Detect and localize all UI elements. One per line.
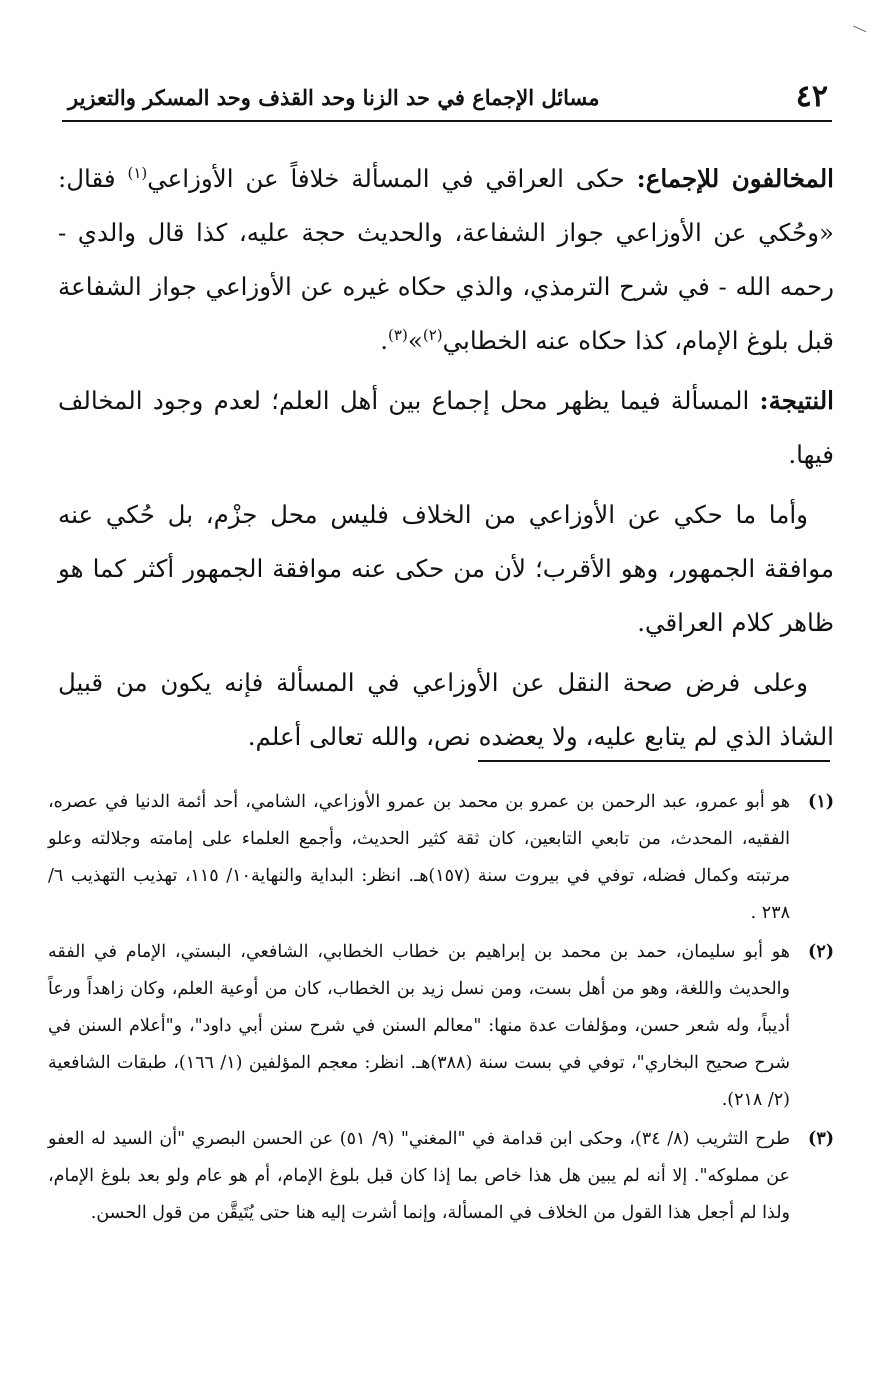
sentence-end: .: [380, 326, 389, 355]
paragraph-awzai: وأما ما حكي عن الأوزاعي من الخلاف فليس محل جزْم، بل حُكي عنه موافقة الجمهور، وهو الأقرب؛ لأن من حكى عنه موافقة الجمهور أكثر كما هو ظاهر كلام العراقي.: [58, 500, 834, 637]
footnote-1: [48, 784, 834, 932]
paragraph-conclusion: وعلى فرض صحة النقل عن الأوزاعي في المسألة فإنه يكون من قبيل الشاذ الذي لم يتابع عليه، ولا يعضده نص، والله تعالى أعلم.: [58, 668, 834, 751]
footnote-separator: [478, 760, 830, 762]
paragraph-text: حكى العراقي في المسألة خلافاً عن الأوزاعي: [147, 164, 637, 193]
footnote-ref-3: (٣): [388, 325, 408, 344]
result-heading: النتيجة:: [759, 386, 834, 415]
paragraph-dissenters: [58, 152, 834, 368]
paragraph-result: [58, 374, 834, 482]
footnote-2: [48, 934, 834, 1119]
page-number: ٤٢: [795, 79, 828, 114]
footnote-ref-1: (١): [127, 163, 148, 182]
running-title: مسائل الإجماع في حد الزنا وحد القذف وحد المسكر والتعزير: [68, 85, 600, 110]
margin-mark: [850, 25, 866, 39]
footnote-text: طرح التثريب (٨/ ٣٤)، وحكى ابن قدامة في "المغني" (٩/ ٥١) عن الحسن البصري "أن السيد له العفو عن مملوكه". إلا أنه لم يبين هل هذا خاص بما إذا كان قبل بلوغ الإمام، أم هو عام ولو بعد بلوغ الإمام، ولذا لم أجعل هذا القول من الخلاف في المسألة، وإنما أشرت إليه هنا حتى يُتَيقَّن من قول الحسن.: [48, 1129, 790, 1223]
footnote-ref-2: (٢): [422, 325, 443, 344]
paragraph-text: فقال: «وحُكي عن الأوزاعي جواز الشفاعة، والحديث حجة عليه، كذا قال والدي - رحمه الله - في شرح الترمذي، والذي حكاه غيره عن الأوزاعي جواز الشفاعة قبل بلوغ الإمام، كذا حكاه عنه الخطابي: [58, 164, 834, 355]
footnote-text: هو أبو سليمان، حمد بن محمد بن إبراهيم بن خطاب الخطابي، الشافعي، البستي، الإمام في الفقه والحديث واللغة، وهو من أهل بست، ومن نسل زيد بن الخطاب، كان من أوعية العلم، وكان زاهداً ورعاً أديباً، وله شعر حسن، ومؤلفات عدة منها: "معالم السنن في شرح سنن أبي داود"، و"أعلام السنن في شرح صحيح البخاري"، توفي في بست سنة (٣٨٨)هـ. انظر: معجم المؤلفين (١/ ١٦٦)، طبقات الشافعية (٢/ ٢١٨).: [48, 942, 791, 1110]
footnote-number: (٣): [808, 1129, 834, 1149]
closing-quote: »: [407, 326, 423, 355]
dissenters-heading: المخالفون للإجماع:: [636, 164, 834, 193]
footnote-text: هو أبو عمرو، عبد الرحمن بن عمرو بن محمد بن عمرو الأوزاعي، الشامي، أحد أئمة الدنيا في عصره، الفقيه، المحدث، من تابعي التابعين، كان ثقة كثير الحديث، وأجمع العلماء على إمامته وجلالته وعلو مرتبته وكمال فضله، توفي في بيروت سنة (١٥٧)هـ. انظر: البداية والنهاية١٠/ ١١٥، تهذيب التهذيب ٦/ ٢٣٨ .: [48, 792, 790, 923]
footnotes: [48, 784, 834, 1234]
footnote-number: (١): [808, 792, 834, 812]
footnote-number: (٢): [808, 942, 834, 962]
page-header: [62, 78, 832, 118]
header-rule: [62, 120, 832, 122]
footnote-3: [48, 1121, 834, 1232]
paragraph-text: المسألة فيما يظهر محل إجماع بين أهل العلم؛ لعدم وجود المخالف فيها.: [58, 386, 834, 469]
main-text: [58, 152, 834, 770]
